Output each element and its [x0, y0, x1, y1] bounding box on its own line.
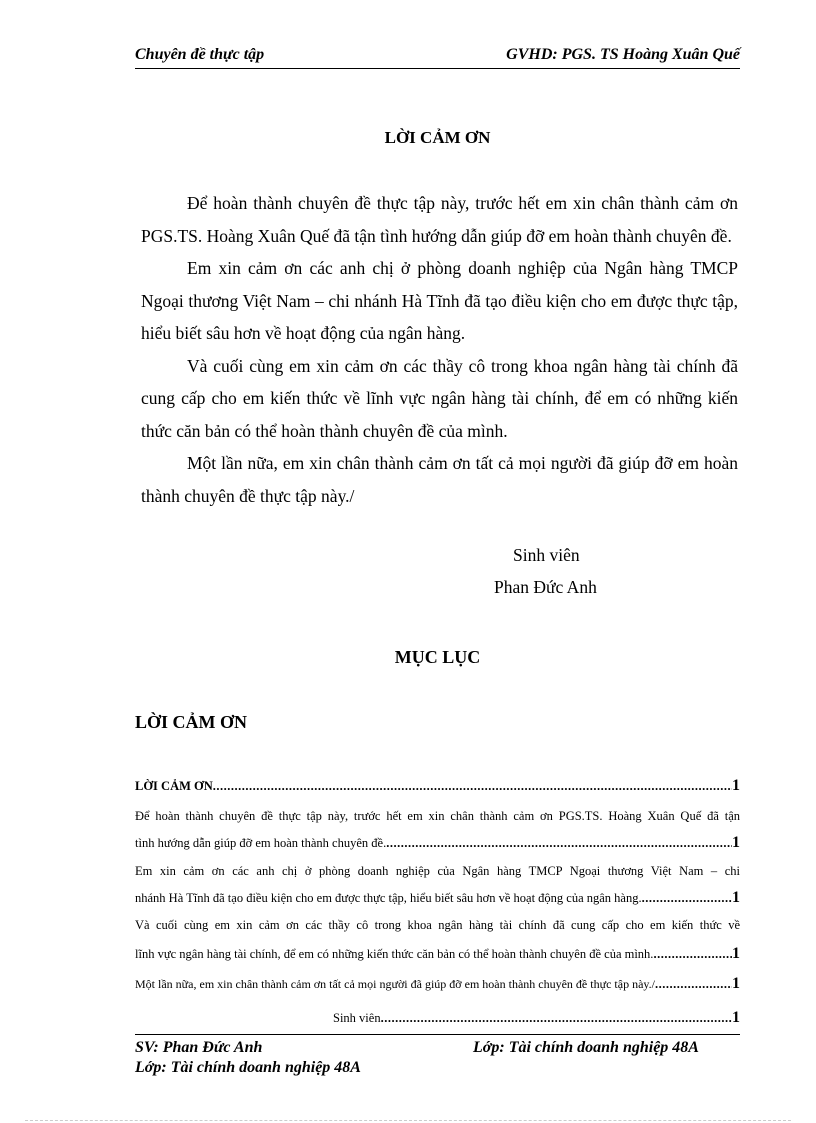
- toc-entry[interactable]: [135, 886, 740, 910]
- toc-page-number: 1: [732, 975, 740, 992]
- toc-entry-line[interactable]: Để hoàn thành chuyên đề thực tập này, trước hết em xin chân thành cảm ơn PGS.TS. Hoàng Xuân Quế đã tận: [135, 809, 740, 823]
- page-footer: [135, 1034, 740, 1076]
- toc-section-heading: LỜI CẢM ƠN: [135, 712, 247, 732]
- toc-leader: [386, 831, 732, 855]
- toc-entry-text: Sinh viên: [333, 1011, 381, 1025]
- header-document-type: Chuyên đề thực tập: [135, 46, 265, 63]
- acknowledgement-body: [141, 187, 738, 512]
- acknowledgement-paragraph: Em xin cảm ơn các anh chị ở phòng doanh nghiệp của Ngân hàng TMCP Ngoại thương Việt Nam – chi nhánh Hà Tĩnh đã tạo điều kiện cho em được thực tập, hiểu biết sâu hơn về hoạt động của ngân hàng.: [141, 258, 738, 343]
- acknowledgement-paragraph: Và cuối cùng em xin cảm ơn các thầy cô trong khoa ngân hàng tài chính đã cung cấp cho em kiến thức về lĩnh vực ngân hàng tài chính, để em có những kiến thức căn bản có thể hoàn thành chuyên đề của mình.: [141, 355, 738, 441]
- signature-name: Phan Đức Anh: [494, 577, 597, 597]
- toc-leader: [381, 1006, 732, 1030]
- footer-class-left: Lớp: Tài chính doanh nghiệp 48A: [135, 1059, 361, 1076]
- toc-page-number: 1: [732, 889, 740, 906]
- toc-entry-line[interactable]: Và cuối cùng em xin cảm ơn các thầy cô trong khoa ngân hàng tài chính đã cung cấp cho em kiến thức về: [135, 918, 740, 932]
- toc-entry[interactable]: [135, 972, 740, 996]
- toc-page-number: 1: [732, 945, 740, 962]
- toc-leader: [213, 774, 732, 798]
- toc-entry-line[interactable]: Em xin cảm ơn các anh chị ở phòng doanh nghiệp của Ngân hàng TMCP Ngoại thương Việt Nam – chi: [135, 864, 740, 878]
- toc-title: MỤC LỤC: [394, 647, 481, 667]
- header-supervisor: GVHD: PGS. TS Hoàng Xuân Quế: [506, 46, 740, 63]
- toc-entry-text: nhánh Hà Tĩnh đã tạo điều kiện cho em được thực tập, hiểu biết sâu hơn về hoạt động của ngân hàng.: [135, 891, 642, 905]
- signature-role: Sinh viên: [513, 545, 580, 565]
- acknowledgement-paragraph: Một lần nữa, em xin chân thành cảm ơn tất cả mọi người đã giúp đỡ em hoàn thành chuyên đề thực tập này./: [141, 453, 738, 506]
- toc-page-number: 1: [732, 777, 740, 794]
- footer-class-right: Lớp: Tài chính doanh nghiệp 48A: [473, 1039, 699, 1056]
- toc-leader: [655, 972, 732, 996]
- toc-entry-text: Một lần nữa, em xin chân thành cảm ơn tất cả mọi người đã giúp đỡ em hoàn thành chuyên đề thực tập này./: [135, 977, 655, 991]
- toc-entry-text: tình hướng dẫn giúp đỡ em hoàn thành chuyên đề.: [135, 836, 387, 850]
- toc-entry[interactable]: [135, 774, 740, 798]
- toc-entry[interactable]: [333, 1006, 740, 1030]
- toc-page-number: 1: [732, 834, 740, 851]
- toc-entry[interactable]: [135, 831, 740, 855]
- toc-leader: [653, 942, 732, 966]
- toc-entry-text: lĩnh vực ngân hàng tài chính, để em có những kiến thức căn bản có thể hoàn thành chuyên đề của mình.: [135, 947, 654, 961]
- toc-leader: [642, 886, 732, 910]
- acknowledgement-paragraph: Để hoàn thành chuyên đề thực tập này, trước hết em xin chân thành cảm ơn PGS.TS. Hoàng Xuân Quế đã tận tình hướng dẫn giúp đỡ em hoàn thành chuyên đề.: [141, 193, 738, 246]
- page-header: [135, 44, 740, 69]
- page-edge-divider: [25, 1120, 791, 1121]
- acknowledgement-title: LỜI CẢM ƠN: [384, 128, 491, 147]
- toc-page-number: 1: [732, 1009, 740, 1026]
- footer-student: SV: Phan Đức Anh: [135, 1039, 263, 1056]
- toc-entry-text: LỜI CẢM ƠN: [135, 779, 213, 793]
- toc-entry[interactable]: [135, 942, 740, 966]
